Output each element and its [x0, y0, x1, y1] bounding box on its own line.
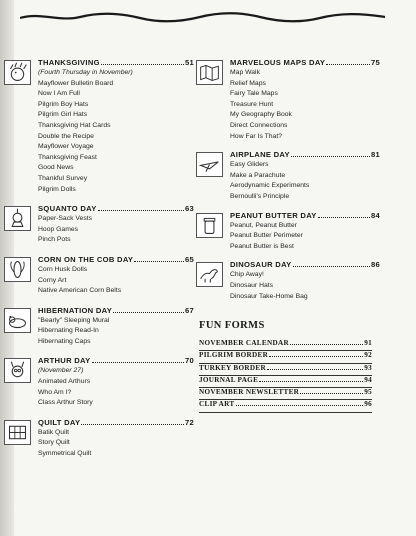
page-number: 93 — [364, 363, 372, 372]
list-item: Double the Recipe — [38, 132, 94, 140]
entry-item-list — [38, 68, 194, 195]
list-item: Pilgrim Dolls — [38, 185, 76, 193]
dot-leader — [267, 369, 363, 370]
toc-entry-thanksgiving — [4, 58, 194, 195]
dot-leader — [98, 210, 184, 211]
dot-leader — [101, 64, 184, 65]
list-item: Thanksgiving Hat Cards — [38, 121, 111, 129]
fun-forms-heading: FUN FORMS — [199, 320, 265, 331]
list-item: Dinosaur Take-Home Bag — [230, 292, 308, 300]
fun-form-row — [199, 376, 372, 388]
list-item: Batik Quilt — [38, 428, 69, 436]
dot-leader — [236, 405, 364, 406]
list-item: Paper-Sack Vests — [38, 215, 93, 223]
list-item: Hibernating Caps — [38, 337, 91, 345]
dinosaur-icon — [196, 262, 223, 287]
toc-entry-hibernation-day — [4, 306, 194, 348]
entry-title: CORN ON THE COB DAY — [38, 254, 134, 264]
entry-title-line — [230, 211, 380, 220]
list-item: Treasure Hunt — [230, 100, 274, 108]
list-item: Chip Away! — [230, 271, 264, 279]
dot-leader — [318, 217, 370, 218]
toc-entry-arthur-day — [4, 356, 194, 408]
list-item: Animated Arthurs — [38, 378, 91, 386]
entry-item-list — [38, 265, 194, 297]
list-item: Fairy Tale Maps — [230, 90, 278, 98]
dot-leader — [113, 312, 184, 313]
entry-title: SQUANTO DAY — [38, 204, 97, 214]
list-item: (November 27) — [38, 367, 84, 375]
toc-entry-dinosaur-day — [196, 260, 380, 302]
dot-leader — [92, 362, 184, 363]
list-item: Pilgrim Girl Hats — [38, 111, 88, 119]
dot-leader — [81, 424, 184, 425]
dot-leader — [291, 156, 370, 157]
dot-leader — [134, 261, 184, 262]
entry-item-list — [230, 68, 380, 142]
toc-entry-airplane-day — [196, 150, 380, 202]
dot-leader — [269, 356, 363, 357]
entry-title-line — [230, 58, 380, 67]
list-item: Mayflower Bulletin Board — [38, 79, 114, 87]
page-number: 51 — [184, 58, 194, 67]
squanto-icon — [4, 206, 31, 231]
airplane-icon — [196, 152, 223, 177]
corn-icon — [4, 257, 31, 282]
list-item: Peanut Butter is Best — [230, 242, 294, 250]
toc-entry-marvelous-maps-day — [196, 58, 380, 142]
page-number: 81 — [370, 150, 380, 160]
entry-title: DINOSAUR DAY — [230, 260, 292, 270]
page-number: 65 — [184, 254, 194, 264]
page-number: 96 — [364, 400, 372, 409]
dot-leader — [259, 381, 363, 382]
list-item: Easy Gliders — [230, 161, 269, 169]
quilt-icon — [4, 420, 31, 445]
entry-title: AIRPLANE DAY — [230, 150, 290, 160]
toc-entry-quilt-day — [4, 418, 194, 460]
fun-form-title: NOVEMBER NEWSLETTER — [199, 388, 300, 397]
list-item: Relief Maps — [230, 79, 266, 87]
fun-form-row — [199, 364, 372, 376]
list-item: Story Quilt — [38, 439, 70, 447]
fun-form-row — [199, 351, 372, 363]
toc-entry-corn-on-the-cob-day — [4, 255, 194, 297]
entry-item-list — [38, 366, 194, 408]
list-item: "Bearly" Sleeping Mural — [38, 316, 110, 324]
fun-form-title: NOVEMBER CALENDAR — [199, 339, 289, 347]
list-item: Who Am I? — [38, 388, 72, 396]
fun-form-row — [199, 388, 372, 400]
map-icon — [196, 60, 223, 85]
entry-title-line — [230, 260, 380, 269]
page-number: 95 — [364, 388, 372, 397]
left-column — [4, 58, 194, 460]
list-item: Dinosaur Hats — [230, 281, 274, 289]
entry-title-line — [230, 150, 380, 159]
entry-title-line — [38, 418, 194, 427]
dot-leader — [290, 344, 363, 345]
dot-leader — [326, 64, 370, 65]
page-number: 84 — [370, 210, 380, 220]
toc-entry-peanut-butter-day — [196, 211, 380, 253]
fun-form-title: CLIP ART — [199, 400, 235, 409]
list-item: Good News — [38, 164, 74, 172]
list-item: Pilgrim Boy Hats — [38, 100, 89, 108]
list-item: Bernoulli's Principle — [230, 192, 290, 200]
page-number: 70 — [184, 356, 194, 366]
fun-form-title: TURKEY BORDER — [199, 363, 266, 372]
right-column — [196, 58, 380, 302]
entry-item-list — [38, 214, 194, 246]
entry-item-list — [38, 428, 194, 460]
wavy-border-line — [20, 9, 385, 25]
peanut-butter-jar-icon — [196, 213, 223, 238]
list-item: Corn Husk Dolls — [38, 265, 88, 273]
list-item: Native American Corn Belts — [38, 287, 122, 295]
entry-item-list — [230, 270, 380, 302]
list-item: Map Walk — [230, 69, 260, 76]
page-number: 63 — [184, 204, 194, 214]
list-item: (Fourth Thursday in November) — [38, 69, 133, 76]
list-item: Now I Am Full — [38, 90, 80, 98]
entry-title: THANKSGIVING — [38, 58, 100, 67]
list-item: Thankful Survey — [38, 174, 88, 182]
entry-title-line — [38, 356, 194, 365]
entry-title: HIBERNATION DAY — [38, 305, 113, 315]
list-item: How Far Is That? — [230, 132, 283, 140]
arthur-icon — [4, 358, 31, 383]
page-number: 94 — [364, 375, 372, 384]
page-number: 86 — [370, 260, 380, 270]
entry-title-line — [38, 255, 194, 264]
list-item: Class Arthur Story — [38, 399, 93, 407]
list-item: Direct Connections — [230, 121, 288, 129]
page-number: 92 — [364, 351, 372, 360]
list-item: Corny Art — [38, 276, 67, 284]
fun-form-row — [199, 400, 372, 412]
list-item: Mayflower Voyage — [38, 143, 94, 151]
dot-leader — [300, 393, 363, 394]
entry-title-line — [38, 58, 194, 67]
page-number: 72 — [184, 417, 194, 427]
list-item: Pinch Pots — [38, 236, 71, 244]
entry-title-line — [38, 204, 194, 213]
fun-forms-list — [199, 339, 372, 413]
fun-form-title: JOURNAL PAGE — [199, 375, 259, 384]
entry-title: PEANUT BUTTER DAY — [230, 210, 317, 220]
fun-form-title: PILGRIM BORDER — [199, 351, 269, 360]
entry-item-list — [38, 316, 194, 348]
entry-title: MARVELOUS MAPS DAY — [230, 58, 326, 67]
list-item: Peanut Butter Perimeter — [230, 232, 303, 240]
turkey-icon — [4, 60, 31, 85]
fun-form-row — [199, 339, 372, 351]
toc-entry-squanto-day — [4, 204, 194, 246]
entry-title-line — [38, 306, 194, 315]
entry-item-list — [230, 160, 380, 202]
entry-title: ARTHUR DAY — [38, 356, 91, 366]
list-item: Peanut, Peanut Butter — [230, 221, 297, 229]
list-item: My Geography Book — [230, 111, 292, 119]
page-number: 91 — [364, 339, 372, 347]
bear-icon — [4, 308, 31, 333]
list-item: Make a Parachute — [230, 171, 286, 179]
dot-leader — [293, 266, 370, 267]
entry-title: QUILT DAY — [38, 417, 81, 427]
list-item: Thanksgiving Feast — [38, 153, 97, 161]
entry-item-list — [230, 221, 380, 253]
list-item: Aerodynamic Experiments — [230, 182, 310, 190]
list-item: Hibernating Read-In — [38, 327, 99, 335]
page-number: 75 — [370, 58, 380, 67]
list-item: Hoop Games — [38, 225, 79, 233]
list-item: Symmetrical Quilt — [38, 450, 92, 458]
page-number: 67 — [184, 305, 194, 315]
